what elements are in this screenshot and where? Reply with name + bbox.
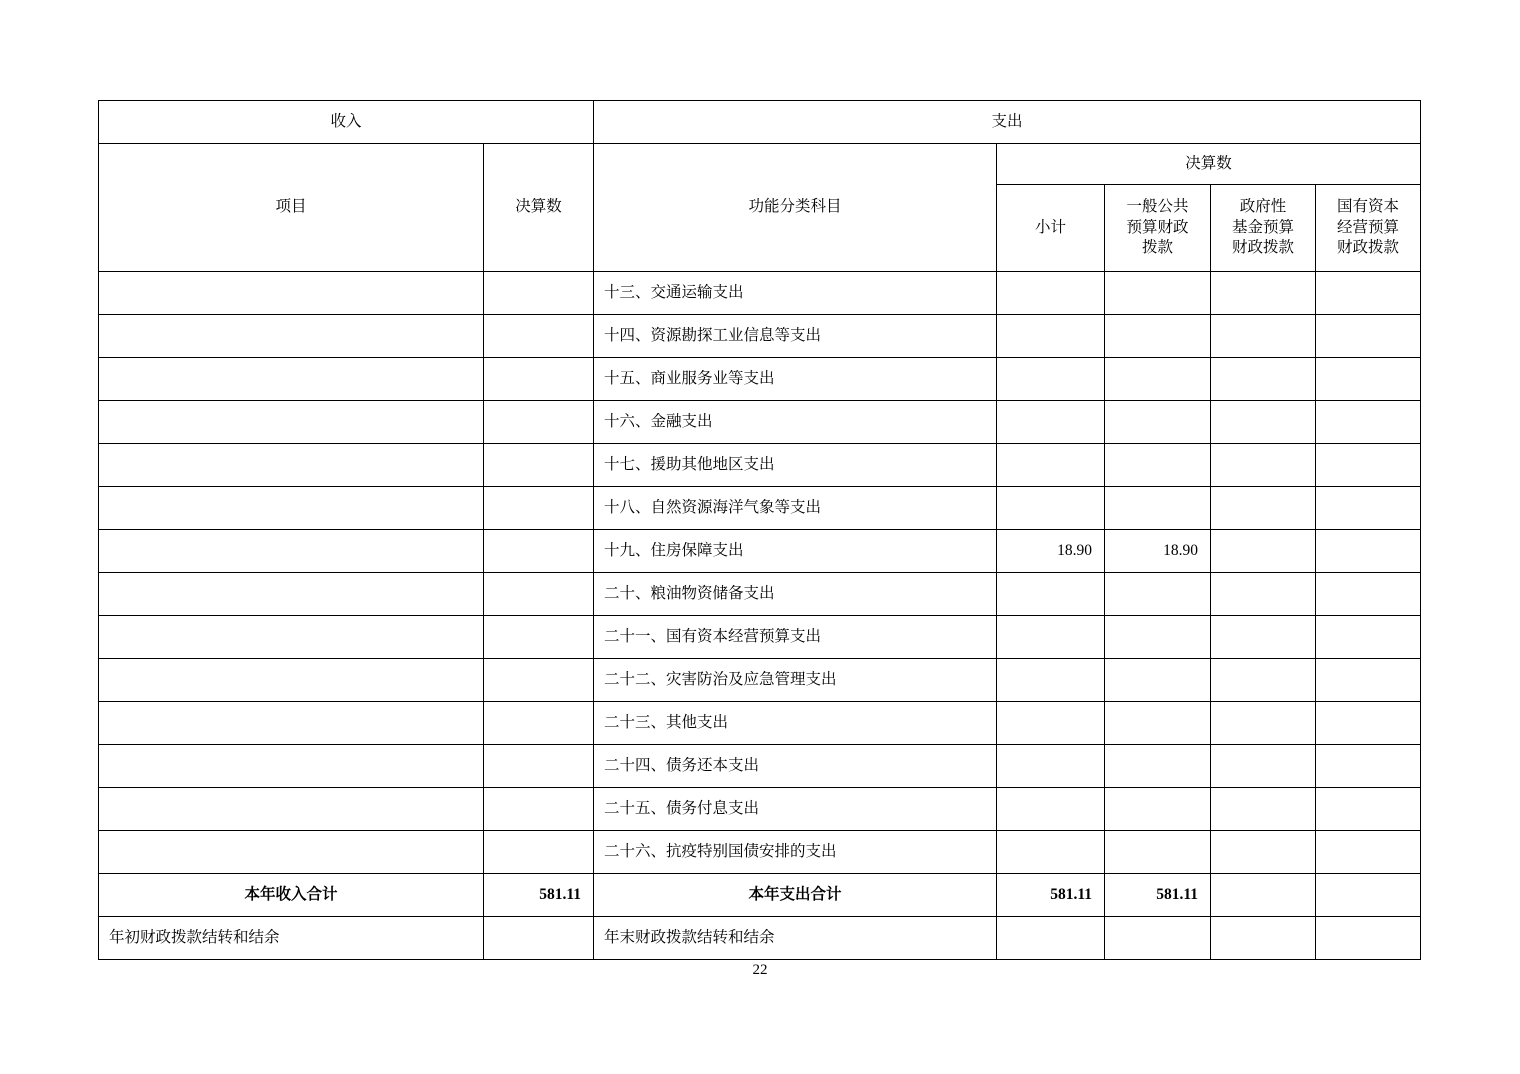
header-state-capital-budget (1316, 185, 1421, 272)
cell-carryover-income-label: 年初财政拨款结转和结余 (99, 917, 484, 960)
cell-subtotal (997, 444, 1105, 487)
cell-income-item (99, 358, 484, 401)
cell-expense-item: 二十六、抗疫特别国债安排的支出 (594, 831, 997, 874)
cell-expense-item: 二十三、其他支出 (594, 702, 997, 745)
cell-income-item (99, 401, 484, 444)
cell-general-budget (1105, 659, 1211, 702)
header-state-capital-budget-line3: 财政拨款 (1337, 239, 1400, 257)
cell-carryover-state-capital (1316, 917, 1421, 960)
cell-expense-item: 二十、粮油物资储备支出 (594, 573, 997, 616)
cell-expense-item: 十九、住房保障支出 (594, 530, 997, 573)
cell-income-value (484, 702, 594, 745)
header-general-public-budget-line2: 预算财政 (1126, 218, 1189, 236)
cell-expense-item: 二十五、债务付息支出 (594, 788, 997, 831)
cell-general-budget (1105, 573, 1211, 616)
cell-subtotal: 18.90 (997, 530, 1105, 573)
header-general-public-budget (1105, 185, 1211, 272)
cell-general-budget: 18.90 (1105, 530, 1211, 573)
cell-income-item (99, 702, 484, 745)
cell-general-budget (1105, 401, 1211, 444)
header-item: 项目 (99, 144, 484, 272)
cell-subtotal (997, 788, 1105, 831)
table-header-row-1 (99, 144, 1421, 185)
cell-subtotal (997, 358, 1105, 401)
cell-gov-fund (1211, 401, 1316, 444)
cell-total-expense-label: 本年支出合计 (594, 874, 997, 917)
cell-income-value (484, 401, 594, 444)
table-row (99, 745, 1421, 788)
table-row (99, 616, 1421, 659)
cell-carryover-expense-label: 年末财政拨款结转和结余 (594, 917, 997, 960)
cell-income-value (484, 444, 594, 487)
cell-income-item (99, 573, 484, 616)
cell-income-value (484, 616, 594, 659)
table-group-header-row (99, 101, 1421, 144)
cell-state-capital (1316, 272, 1421, 315)
cell-gov-fund (1211, 788, 1316, 831)
table-row (99, 530, 1421, 573)
table-row (99, 315, 1421, 358)
cell-general-budget (1105, 487, 1211, 530)
table-row (99, 702, 1421, 745)
table-row (99, 788, 1421, 831)
cell-income-value (484, 530, 594, 573)
cell-general-budget (1105, 831, 1211, 874)
cell-expense-item: 十三、交通运输支出 (594, 272, 997, 315)
table-row (99, 358, 1421, 401)
cell-general-budget (1105, 444, 1211, 487)
cell-expense-item: 二十四、债务还本支出 (594, 745, 997, 788)
table-row (99, 487, 1421, 530)
cell-total-income-value: 581.11 (484, 874, 594, 917)
cell-carryover-gov-fund (1211, 917, 1316, 960)
cell-gov-fund (1211, 358, 1316, 401)
cell-total-income-label: 本年收入合计 (99, 874, 484, 917)
cell-gov-fund (1211, 745, 1316, 788)
table-row (99, 573, 1421, 616)
header-subtotal: 小计 (997, 185, 1105, 272)
cell-total-gov-fund (1211, 874, 1316, 917)
cell-gov-fund (1211, 444, 1316, 487)
cell-expense-item: 十七、援助其他地区支出 (594, 444, 997, 487)
table-row (99, 272, 1421, 315)
cell-general-budget (1105, 745, 1211, 788)
cell-income-item (99, 788, 484, 831)
table-row (99, 444, 1421, 487)
cell-total-general-budget: 581.11 (1105, 874, 1211, 917)
page-number: 22 (752, 962, 768, 978)
header-general-public-budget-line1: 一般公共 (1126, 197, 1189, 215)
header-state-capital-budget-line1: 国有资本 (1337, 197, 1400, 215)
cell-income-item (99, 444, 484, 487)
cell-gov-fund (1211, 702, 1316, 745)
cell-subtotal (997, 315, 1105, 358)
cell-state-capital (1316, 444, 1421, 487)
cell-expense-item: 十四、资源勘探工业信息等支出 (594, 315, 997, 358)
cell-general-budget (1105, 358, 1211, 401)
header-income-group: 收入 (99, 101, 594, 144)
cell-gov-fund (1211, 659, 1316, 702)
cell-income-value (484, 831, 594, 874)
cell-state-capital (1316, 616, 1421, 659)
header-function-category: 功能分类科目 (594, 144, 997, 272)
cell-gov-fund (1211, 616, 1316, 659)
cell-income-item (99, 530, 484, 573)
cell-gov-fund (1211, 530, 1316, 573)
cell-state-capital (1316, 788, 1421, 831)
cell-state-capital (1316, 573, 1421, 616)
cell-subtotal (997, 487, 1105, 530)
table-total-row (99, 874, 1421, 917)
cell-general-budget (1105, 702, 1211, 745)
table-row (99, 831, 1421, 874)
cell-income-item (99, 831, 484, 874)
cell-income-value (484, 487, 594, 530)
cell-gov-fund (1211, 487, 1316, 530)
header-gov-fund-budget (1211, 185, 1316, 272)
cell-income-value (484, 745, 594, 788)
cell-general-budget (1105, 315, 1211, 358)
cell-income-value (484, 358, 594, 401)
cell-carryover-income-value (484, 917, 594, 960)
cell-subtotal (997, 272, 1105, 315)
cell-income-value (484, 272, 594, 315)
cell-income-item (99, 659, 484, 702)
cell-income-item (99, 616, 484, 659)
cell-gov-fund (1211, 573, 1316, 616)
header-gov-fund-budget-line2: 基金预算 (1232, 218, 1295, 236)
cell-income-item (99, 315, 484, 358)
cell-subtotal (997, 659, 1105, 702)
header-gov-fund-budget-line1: 政府性 (1239, 197, 1287, 215)
cell-state-capital (1316, 358, 1421, 401)
cell-gov-fund (1211, 315, 1316, 358)
cell-state-capital (1316, 745, 1421, 788)
cell-expense-item: 十六、金融支出 (594, 401, 997, 444)
cell-income-value (484, 315, 594, 358)
table-row (99, 401, 1421, 444)
header-general-public-budget-line3: 拨款 (1142, 239, 1174, 257)
cell-gov-fund (1211, 831, 1316, 874)
cell-state-capital (1316, 702, 1421, 745)
header-final-amount-income: 决算数 (484, 144, 594, 272)
cell-general-budget (1105, 788, 1211, 831)
header-final-amount-expenditure: 决算数 (997, 144, 1421, 185)
cell-state-capital (1316, 401, 1421, 444)
header-expenditure-group: 支出 (594, 101, 1421, 144)
table-carryover-row (99, 917, 1421, 960)
final-accounts-table (98, 100, 1421, 960)
cell-state-capital (1316, 831, 1421, 874)
table-row (99, 659, 1421, 702)
cell-income-item (99, 487, 484, 530)
cell-total-state-capital (1316, 874, 1421, 917)
cell-state-capital (1316, 659, 1421, 702)
cell-carryover-general-budget (1105, 917, 1211, 960)
cell-expense-item: 二十二、灾害防治及应急管理支出 (594, 659, 997, 702)
cell-expense-item: 十八、自然资源海洋气象等支出 (594, 487, 997, 530)
cell-general-budget (1105, 616, 1211, 659)
cell-state-capital (1316, 315, 1421, 358)
cell-subtotal (997, 401, 1105, 444)
cell-subtotal (997, 616, 1105, 659)
cell-income-value (484, 573, 594, 616)
cell-subtotal (997, 702, 1105, 745)
cell-carryover-subtotal (997, 917, 1105, 960)
cell-subtotal (997, 573, 1105, 616)
header-state-capital-budget-line2: 经营预算 (1337, 218, 1400, 236)
cell-state-capital (1316, 487, 1421, 530)
cell-total-subtotal: 581.11 (997, 874, 1105, 917)
cell-income-item (99, 745, 484, 788)
cell-general-budget (1105, 272, 1211, 315)
cell-expense-item: 二十一、国有资本经营预算支出 (594, 616, 997, 659)
cell-subtotal (997, 745, 1105, 788)
cell-subtotal (997, 831, 1105, 874)
cell-gov-fund (1211, 272, 1316, 315)
cell-income-item (99, 272, 484, 315)
cell-state-capital (1316, 530, 1421, 573)
cell-income-value (484, 788, 594, 831)
cell-income-value (484, 659, 594, 702)
cell-expense-item: 十五、商业服务业等支出 (594, 358, 997, 401)
header-gov-fund-budget-line3: 财政拨款 (1232, 239, 1295, 257)
